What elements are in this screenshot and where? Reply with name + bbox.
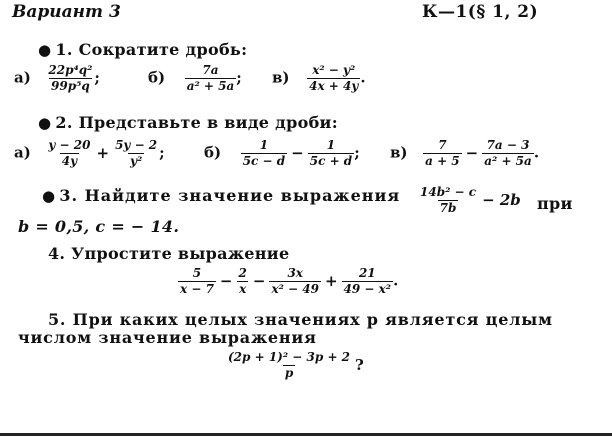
question-mark: ? [355,355,364,374]
denominator: a² + 5a [484,153,532,168]
denominator: 7b [439,200,457,215]
punctuation: . [360,68,366,87]
numerator: 2 [238,266,247,280]
bottom-divider [0,433,612,436]
task2-title-text: 2. Представьте в виде дроби: [55,113,338,132]
fraction [482,139,534,167]
task3-text: 3. Найдите значение выражения [59,186,401,205]
task2-item-b [204,139,360,167]
bullet-icon: ● [38,41,52,59]
fraction [307,64,360,92]
bullet-icon: ● [42,187,56,205]
operator: − [219,271,233,290]
numerator: 22p⁴q² [48,63,93,77]
expression-tail: − 2b [482,190,521,209]
denominator: 99p⁵q [51,78,90,93]
fraction [46,64,94,92]
task3-line2: b = 0,5, c = − 14. [18,217,180,236]
denominator: 49 − x² [343,281,392,296]
variant-title: Вариант 3 [12,2,121,22]
fraction [418,186,478,214]
fraction [423,139,462,167]
numerator: 5y − 2 [115,138,158,152]
operator: − [291,143,304,162]
fraction [342,267,394,295]
numerator: 1 [259,138,269,152]
task2-item-c [390,139,539,167]
task2-title [38,113,338,132]
item-label: а) [14,143,31,162]
numerator: 21 [358,266,376,280]
numerator: 5 [192,266,202,280]
item-label: а) [14,68,31,87]
bullet-icon: ● [38,114,52,132]
fraction [308,139,354,167]
item-label: в) [390,143,408,162]
fraction [46,139,92,167]
denominator: 5c − d [242,153,286,168]
denominator: y² [130,153,143,168]
task1-item-a [14,64,100,92]
denominator: 4y [61,153,78,168]
task2-item-a [14,139,165,167]
denominator: a² + 5a [186,78,235,93]
numerator: 7a [202,63,219,77]
task1-item-c [272,64,366,92]
punctuation: . [533,143,540,162]
item-label: б) [148,68,166,87]
task3-line1 [42,186,400,205]
fraction [269,267,321,295]
numerator: 1 [326,138,336,152]
fraction [178,267,216,295]
task3-expression [418,186,525,214]
punctuation: ; [354,143,360,162]
item-label: б) [204,143,222,162]
denominator: x [239,281,247,296]
operator: − [465,143,479,162]
denominator: x − 7 [180,281,214,296]
fraction [237,267,249,295]
numerator: 7 [438,138,447,152]
task4-title: 4. Упростите выражение [48,244,290,263]
denominator: 5c + d [309,153,353,168]
denominator: 4x + 4y [309,78,359,93]
numerator: 3x [287,266,303,280]
fraction [226,351,352,379]
denominator: x² − 49 [271,281,319,296]
punctuation: ; [236,68,242,87]
task5-line1: 5. При каких целых значениях p является целым [48,310,553,329]
numerator: (2p + 1)² − 3p + 2 [228,350,351,364]
fraction [185,64,237,92]
task5-expression [226,351,364,379]
numerator: x² − y² [312,63,356,77]
task1-title-text: 1. Сократите дробь: [55,40,248,59]
numerator: 14b² − c [420,185,477,199]
task1-title [38,40,247,59]
task3-at: при [537,194,573,213]
operator: + [324,271,338,290]
item-label: в) [272,68,290,87]
denominator: a + 5 [425,153,460,168]
test-code: К—1(§ 1, 2) [422,2,539,22]
punctuation: ; [94,68,100,87]
operator: − [252,271,266,290]
task5-line2: числом значение выражения [18,328,317,347]
numerator: y − 20 [48,138,91,152]
task1-item-b [148,64,242,92]
punctuation: ; [159,143,165,162]
operator: + [96,143,110,162]
punctuation: . [393,271,399,290]
task4-expression [178,267,398,295]
numerator: 7a − 3 [486,138,530,152]
fraction [113,139,159,167]
fraction [241,139,287,167]
denominator: p [284,365,294,380]
